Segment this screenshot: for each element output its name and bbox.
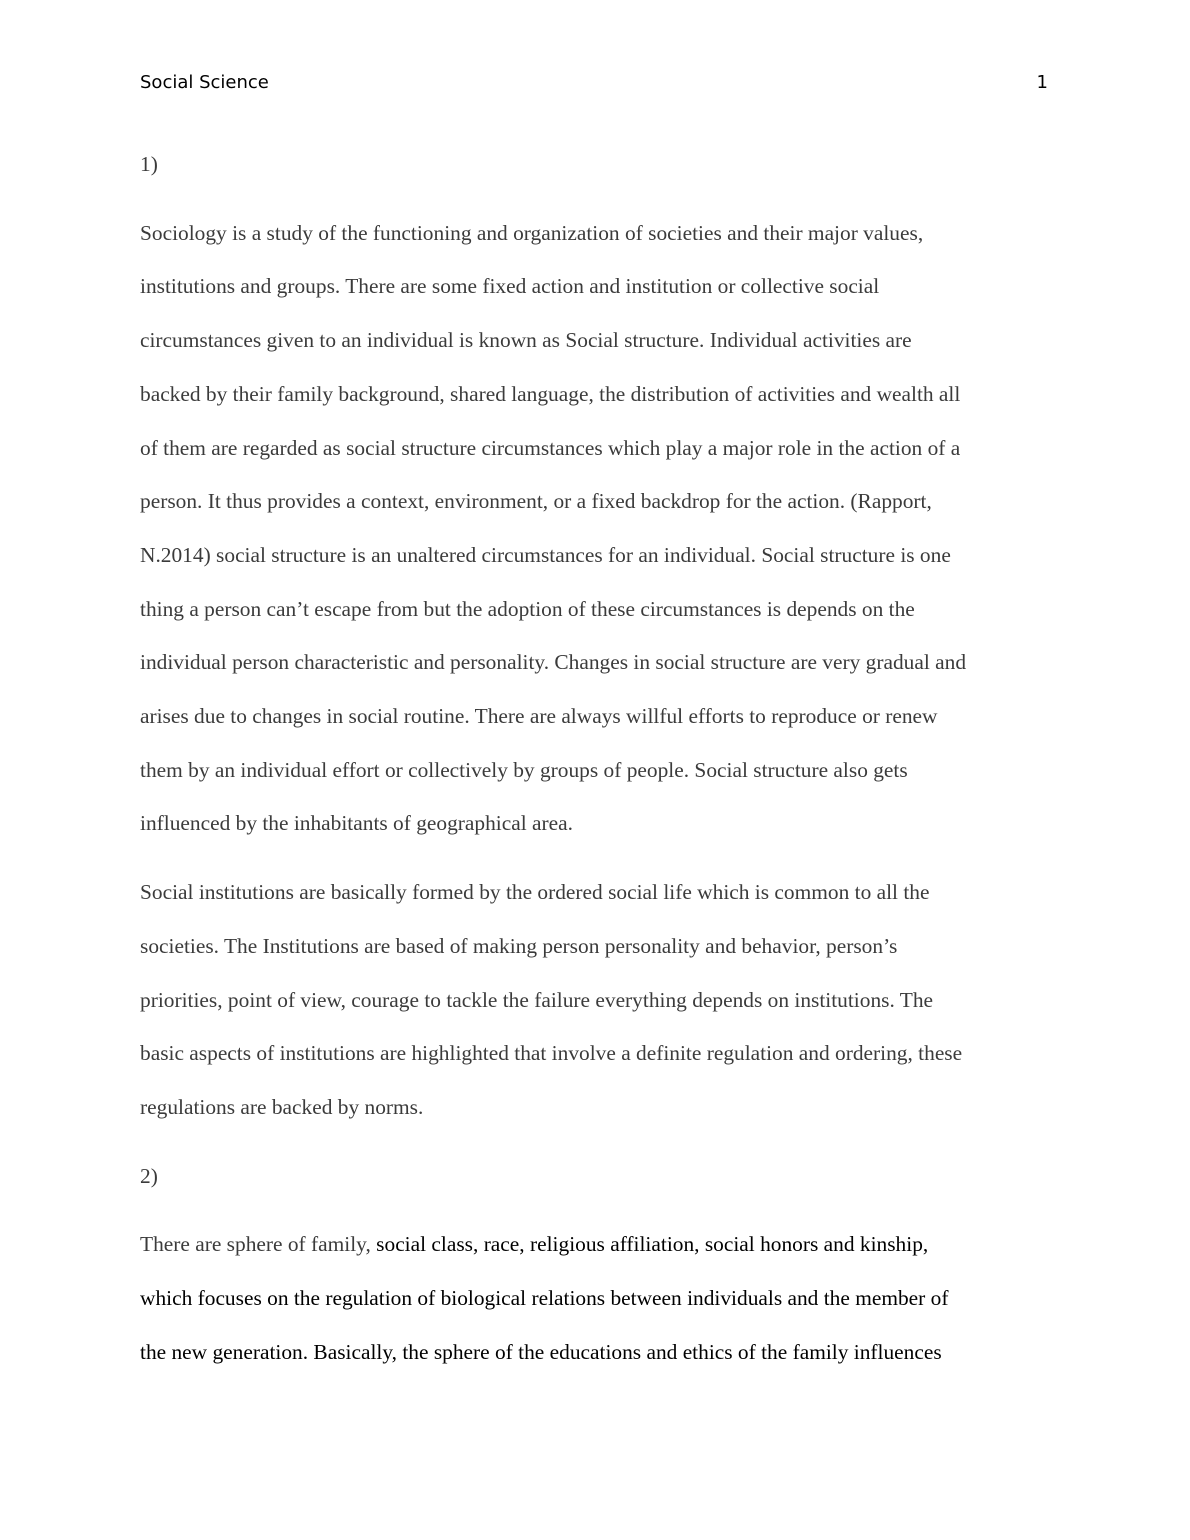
p2-line: Social institutions are basically formed by the ordered social life which is common to all the [140,880,930,905]
p2-line: societies. The Institutions are based of making person personality and behavior, person’s [140,933,898,958]
p3-line [140,1218,1055,1272]
p1-line: backed by their family background, shared language, the distribution of activities and wealth all [140,381,961,406]
p1-line: circumstances given to an individual is known as Social structure. Individual activities are [140,328,912,353]
section-2-label: 2) [140,1163,158,1188]
paragraph-1 [140,207,1055,851]
p1-line: arises due to changes in social routine. There are always willful efforts to reproduce or renew [140,704,938,729]
p2-line: priorities, point of view, courage to tackle the failure everything depends on institutions. The [140,987,934,1012]
p3-line: which focuses on the regulation of biological relations between individuals and the member of [140,1286,949,1311]
p1-line: them by an individual effort or collectively by groups of people. Social structure also gets [140,757,908,782]
document-body [140,138,1055,1394]
p1-line: influenced by the inhabitants of geographical area. [140,811,573,836]
section-1-label: 1) [140,152,158,176]
p1-line: thing a person can’t escape from but the adoption of these circumstances is depends on the [140,596,915,621]
paragraph-3 [140,1218,1055,1379]
page-header [140,72,1048,96]
p2-line: basic aspects of institutions are highlighted that involve a definite regulation and ordering, these [140,1041,963,1066]
p1-line: N.2014) social structure is an unaltered circumstances for an individual. Social structure is one [140,542,951,567]
p1-line: institutions and groups. There are some fixed action and institution or collective social [140,274,880,299]
header-title: Social Science [140,72,269,93]
p3-line: the new generation. Basically, the sphere of the educations and ethics of the family influences [140,1339,942,1364]
page-number: 1 [1036,72,1048,93]
p2-line: regulations are backed by norms. [140,1094,424,1119]
p1-line: person. It thus provides a context, environment, or a fixed backdrop for the action. (Rapport, [140,489,932,514]
p3-grey-text: There are sphere of family, [140,1232,377,1257]
p1-line: Sociology is a study of the functioning and organization of societies and their major values, [140,220,924,245]
p1-line: of them are regarded as social structure circumstances which play a major role in the action of a [140,435,961,460]
paragraph-2 [140,866,1055,1135]
p1-line: individual person characteristic and personality. Changes in social structure are very gradual and [140,650,967,675]
p3-dark-text: social class, race, religious affiliation, social honors and kinship, [376,1232,929,1257]
